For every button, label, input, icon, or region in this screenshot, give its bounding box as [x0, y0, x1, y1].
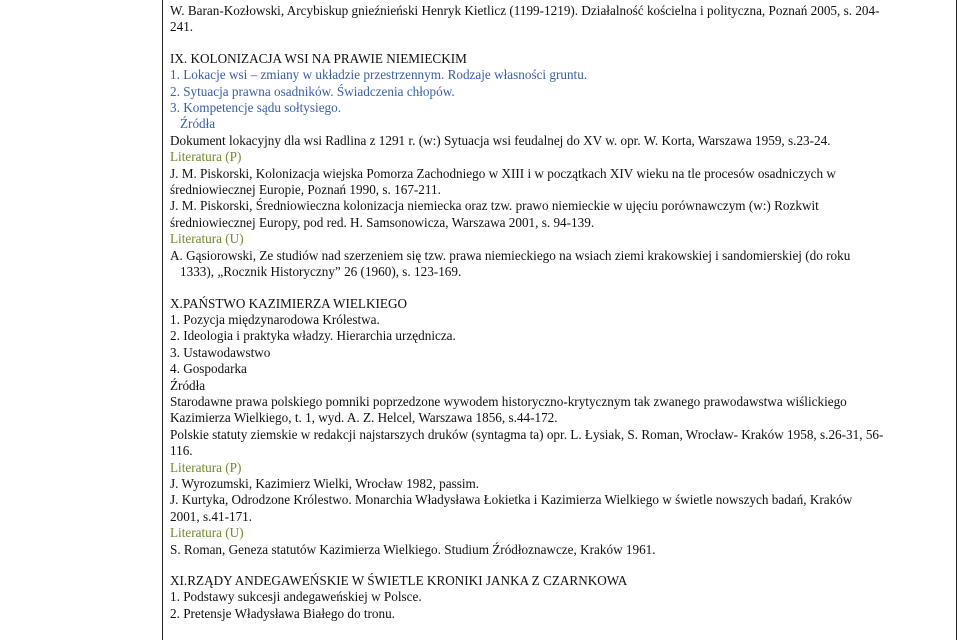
literature-supplementary-heading: Literatura (U) — [170, 525, 244, 541]
sources-heading: Źródła — [170, 377, 206, 393]
literature-entry: A. Gąsiorowski, Ze studiów nad szerzeniem się tzw. prawa niemieckiego na wsiach ziemi krakowskiej i sandomierskiej (do roku — [170, 247, 851, 263]
source-entry-continued: Kazimierza Wielkiego, t. 1, wyd. A. Z. Helcel, Warszawa 1856, s.44-172. — [170, 410, 558, 426]
section-title-xi: XI.RZĄDY ANDEGAWEŃSKIE W ŚWIETLE KRONIKI JANKA Z CZARNKOWA — [170, 573, 628, 588]
topic-item-2: 2. Ideologia i praktyka władzy. Hierarchia urzędnicza. — [170, 328, 456, 344]
literature-entry: J. M. Piskorski, Średniowieczna kolonizacja niemiecka oraz tzw. prawo niemieckie w ujęciu porównawczym (w:) Rozkwit — [170, 198, 819, 214]
literature-entry-continued: średniowiecznej Europy, pod red. H. Samsonowicza, Warszawa 2001, s. 94-139. — [170, 214, 595, 230]
literature-entry: J. M. Piskorski, Kolonizacja wiejska Pomorza Zachodniego w XIII i w początkach XIV wieku na tle procesów osadniczych w — [170, 165, 836, 181]
topic-item-2: 2. Sytuacja prawna osadników. Świadczenia chłopów. — [170, 83, 455, 99]
literature-entry: S. Roman, Geneza statutów Kazimierza Wielkiego. Studium Źródłoznawcze, Kraków 1961. — [170, 541, 656, 557]
topic-item-1: 1. Pozycja międzynarodowa Królestwa. — [170, 311, 380, 327]
bibliography-entry: W. Baran-Kozłowski, Arcybiskup gnieźnieński Henryk Kietlicz (1199-1219). Działalność kościelna i polityczna, Poznań 2005, s. 204- — [170, 3, 880, 18]
section-title-x: X.PAŃSTWO KAZIMIERZA WIELKIEGO — [170, 295, 407, 311]
literature-entry: J. Wyrozumski, Kazimierz Wielki, Wrocław 1982, passim. — [170, 475, 480, 491]
table-border-left — [162, 0, 163, 640]
literature-supplementary-heading: Literatura (U) — [170, 231, 244, 247]
source-entry: Polskie statuty ziemskie w redakcji najstarszych druków (syntagma ta) opr. L. Łysiak, S. Roman, Wrocław- Kraków 1958, s.26-31, 56- — [170, 426, 884, 442]
topic-item-1: 1. Podstawy sukcesji andegaweńskiej w Polsce. — [170, 589, 422, 605]
section-title-ix: IX. KOLONIZACJA WSI NA PRAWIE NIEMIECKIM — [170, 50, 467, 66]
literature-entry: J. Kurtyka, Odrodzone Królestwo. Monarchia Władysława Łokietka i Kazimierza Wielkiego w świetle nowszych badań, Kraków — [170, 492, 853, 508]
topic-item-3: 3. Kompetencje sądu sołtysiego. — [170, 100, 342, 116]
table-border-right — [956, 0, 957, 640]
topic-item-3: 3. Ustawodawstwo — [170, 344, 271, 360]
literature-entry-continued: 2001, s.41-171. — [170, 508, 253, 524]
literature-entry-continued: średniowiecznej Europie, Poznań 1990, s. 167-211. — [170, 182, 441, 198]
literature-primary-heading: Literatura (P) — [170, 149, 242, 165]
document-content — [170, 3, 954, 622]
source-entry-continued: 116. — [170, 443, 193, 459]
topic-item-2: 2. Pretensje Władysława Białego do tronu. — [170, 605, 395, 621]
source-entry: Dokument lokacyjny dla wsi Radlina z 1291 r. (w:) Sytuacja wsi feudalnej do XV w. opr. W. Korta, Warszawa 1959, s.23-24. — [170, 132, 831, 148]
sources-heading: Źródła — [180, 116, 216, 132]
topic-item-4: 4. Gospodarka — [170, 361, 247, 377]
literature-primary-heading: Literatura (P) — [170, 459, 242, 475]
topic-item-1: 1. Lokacje wsi – zmiany w układzie przestrzennym. Rodzaje własności gruntu. — [170, 67, 588, 83]
literature-entry-continued: 1333), „Rocznik Historyczny” 26 (1960), s. 123-169. — [180, 264, 462, 280]
bibliography-entry-continued: 241. — [170, 19, 194, 35]
source-entry: Starodawne prawa polskiego pomniki poprzedzone wywodem historyczno-krytycznym tak zwanego prawodawstwa wiślickiego — [170, 393, 847, 409]
